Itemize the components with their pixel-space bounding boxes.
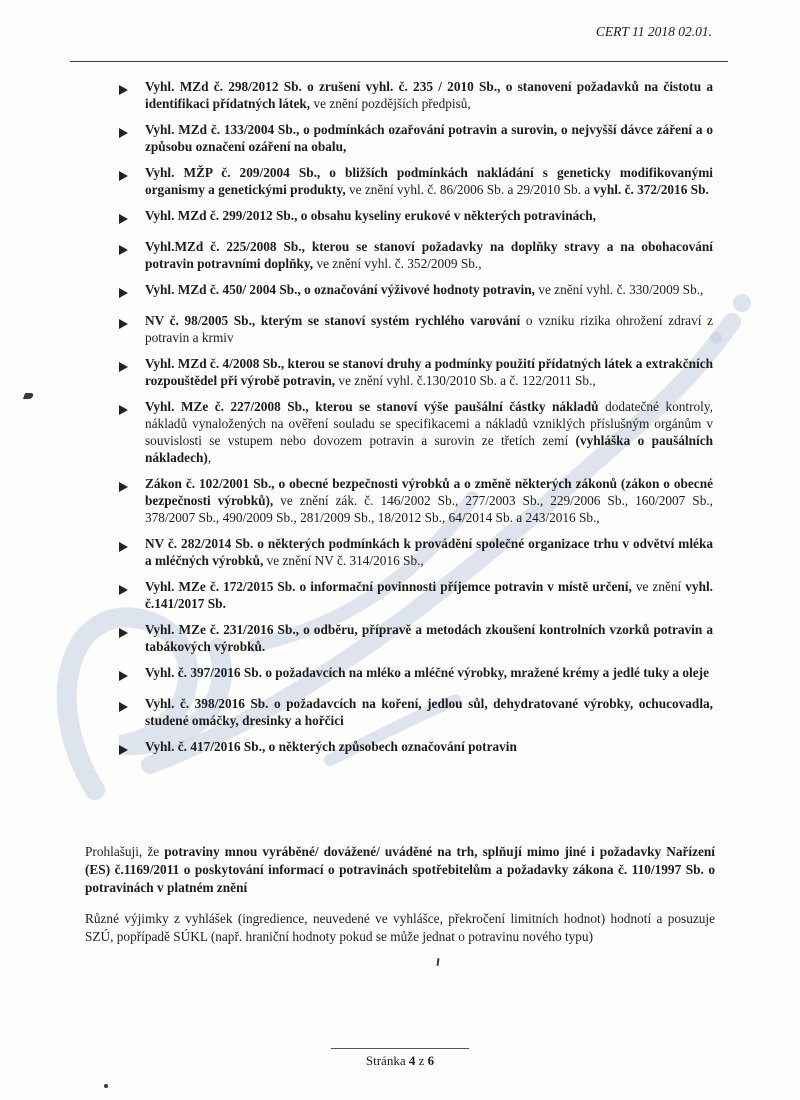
text-segment: (vyhláška o paušálních nákladech): [145, 433, 713, 465]
list-item: [119, 78, 713, 112]
text-segment: ve znění vyhl. č. 352/2009 Sb.,: [316, 256, 482, 271]
text-segment: Vyhl. MZe č. 172/2015 Sb. o informační povinnosti příjemce potravin v místě určení,: [145, 579, 636, 594]
text-segment: ve znění: [635, 579, 686, 594]
document-header: [0, 24, 712, 40]
text-segment: Vyhl. č. 417/2016 Sb., o některých způsobech označování potravin: [145, 739, 517, 754]
text-segment: Vyhl. MZd č. 299/2012 Sb., o obsahu kyseliny erukové v některých potravinách,: [145, 208, 596, 223]
text-segment: Vyhl. MZd č. 133/2004 Sb., o podmínkách ozařování potravin a surovin, o nejvyšší dávce záření a o způsobu označení ozáření na obalu,: [145, 122, 713, 154]
text-segment: NV č. 98/2005 Sb., kterým se stanoví systém rychlého varování: [145, 313, 526, 328]
list-item: [119, 355, 713, 389]
list-item-text: [145, 621, 713, 655]
bullet-arrow-icon: [119, 398, 145, 466]
list-item-text: [145, 238, 713, 272]
list-item-text: [145, 355, 713, 389]
list-item-text: [145, 738, 713, 760]
list-item: [119, 535, 713, 569]
text-segment: Vyhl. MŽP č. 209/2004 Sb., o bližších podmínkách nakládání s geneticky modifikovanými organismy a genetickými produkty,: [145, 165, 713, 197]
text-segment: Vyhl. č. 397/2016 Sb. o požadavcích na mléko a mléčné výrobky, mražené krémy a jedlé tuky a oleje: [145, 665, 709, 680]
list-item-text: [145, 475, 713, 526]
list-item-text: [145, 207, 713, 229]
text-segment: o vzniku rizika ohrožení zdraví z potravin a krmiv: [145, 313, 714, 345]
decree-list: [119, 78, 713, 769]
bullet-arrow-icon: [119, 621, 145, 655]
scan-artifact: [104, 1084, 108, 1088]
doc-code: CERT 11 2018 02.01.: [595, 24, 712, 39]
bullet-arrow-icon: [119, 664, 145, 686]
text-segment: ve znění vyhl. č. 86/2006 Sb. a 29/2010 Sb. a: [349, 182, 594, 197]
bullet-arrow-icon: [119, 121, 145, 155]
list-item-text: [145, 695, 713, 729]
text-segment: ve znění zák. č. 146/2002 Sb., 277/2003 Sb., 229/2006 Sb., 160/2007 Sb., 378/2007 Sb., 490/2009 Sb., 281/2009 Sb., 18/2012 Sb., 64/2014 Sb. a 243/2016 Sb.,: [145, 493, 713, 525]
text-segment: NV č. 282/2014 Sb. o některých podmínkách k provádění společné organizace trhu v odvětví mléka a mléčných výrobků,: [145, 536, 713, 568]
text-segment: Vyhl. MZe č. 227/2008 Sb., kterou se stanoví výše paušální částky nákladů: [145, 399, 606, 414]
list-item: [119, 475, 713, 526]
text-segment: dodatečné kontroly, nákladů vynaložených na ověření souladu se specifikacemi a nákladů vzniklých příslušným orgánům v souvislosti se vstupem nebo dovozem potravin a surovin ze třetích zemí: [145, 399, 713, 448]
text-segment: ve znění vyhl. č.130/2010 Sb. a č. 122/2011 Sb.,: [338, 373, 596, 388]
text-segment: ve znění pozdějších předpisů,: [313, 96, 471, 111]
text-segment: Vyhl. MZe č. 231/2016 Sb., o odběru, přípravě a metodách zkoušení kontrolních vzorků potravin a tabákových výrobků.: [145, 622, 713, 654]
list-item-text: [145, 164, 713, 198]
list-item-text: [145, 398, 713, 466]
text-segment: Vyhl. č. 398/2016 Sb. o požadavcích na koření, jedlou sůl, dehydratované výrobky, ochucovadla, studené omáčky, dresinky a hořčici: [145, 696, 713, 728]
list-item-text: [145, 535, 713, 569]
text-segment: Vyhl. MZd č. 450/ 2004 Sb., o označování výživové hodnoty potravin,: [145, 282, 539, 297]
bullet-arrow-icon: [119, 695, 145, 729]
list-item-text: [145, 664, 713, 686]
header-divider: [70, 61, 728, 62]
list-item: [119, 238, 713, 272]
text-segment: ve znění NV č. 314/2016 Sb.,: [266, 553, 424, 568]
page-number-current: 4: [408, 1053, 416, 1068]
paragraph: [85, 910, 715, 946]
list-item: [119, 281, 713, 303]
text-segment: Zákon č. 102/2001 Sb., o obecné bezpečnosti výrobků a o změně některých zákonů (zákon o obecné bezpečnosti výrobků),: [145, 476, 713, 508]
page-number-total: 6: [427, 1053, 435, 1068]
bullet-arrow-icon: [119, 475, 145, 526]
text-segment: vyhl. č. 372/2016 Sb.: [593, 182, 709, 197]
bullet-arrow-icon: [119, 738, 145, 760]
list-item-text: [145, 121, 713, 155]
list-item: [119, 664, 713, 686]
text-segment: Prohlašuji, že: [85, 844, 165, 859]
list-item: [119, 312, 713, 346]
bullet-arrow-icon: [119, 164, 145, 198]
text-segment: Vyhl. MZd č. 298/2012 Sb. o zrušení vyhl. č. 235 / 2010 Sb., o stanovení požadavků na čistotu a identifikaci přídatných látek,: [145, 79, 713, 111]
list-item-text: [145, 312, 713, 346]
list-item: [119, 164, 713, 198]
list-item: [119, 207, 713, 229]
list-item: [119, 621, 713, 655]
declaration-section: [85, 843, 715, 959]
bullet-arrow-icon: [119, 207, 145, 229]
bullet-arrow-icon: [119, 281, 145, 303]
list-item: [119, 695, 713, 729]
bullet-arrow-icon: [119, 78, 145, 112]
text-segment: potraviny mnou vyráběné/ dovážené/ uváděné na trh, splňují mimo jiné i požadavky Nařízení (ES) č.1169/2011 o poskytování informací o potravinách spotřebitelům a požadavky zákona č. 110/1997 Sb. o potravinách v platném znění: [85, 844, 715, 895]
text-segment: Vyhl. MZd č. 4/2008 Sb., kterou se stanoví druhy a podmínky použití přídatných látek a extrakčních rozpouštědel při výrobě potravin,: [145, 356, 713, 388]
text-segment: Různé výjimky z vyhlášek (ingredience, neuvedené ve vyhlášce, překročení limitních hodnot) hodnotí a posuzuje SZÚ, popřípadě SÚKL (např. hraniční hodnoty pokud se může jednat o potravinu nového typu): [85, 911, 715, 944]
footer-divider: [331, 1048, 469, 1049]
text-segment: ,: [207, 450, 212, 465]
bullet-arrow-icon: [119, 238, 145, 272]
list-item-text: [145, 578, 713, 612]
text-segment: Vyhl.MZd č. 225/2008 Sb., kterou se stanoví požadavky na doplňky stravy a na obohacování potravin potravními doplňky,: [145, 239, 713, 271]
list-item: [119, 578, 713, 612]
list-item: [119, 398, 713, 466]
list-item-text: [145, 78, 713, 112]
paragraph: [85, 843, 715, 897]
list-item: [119, 121, 713, 155]
page-number-separator: z: [418, 1053, 425, 1068]
list-item-text: [145, 281, 713, 303]
bullet-arrow-icon: [119, 312, 145, 346]
bullet-arrow-icon: [119, 535, 145, 569]
bullet-arrow-icon: [119, 578, 145, 612]
page-number-prefix: Stránka: [365, 1053, 406, 1068]
bullet-arrow-icon: [119, 355, 145, 389]
list-item: [119, 738, 713, 760]
page-number: [0, 1053, 800, 1069]
text-segment: ve znění vyhl. č. 330/2009 Sb.,: [538, 282, 704, 297]
text-segment: vyhl. č.141/2017 Sb.: [145, 579, 713, 611]
